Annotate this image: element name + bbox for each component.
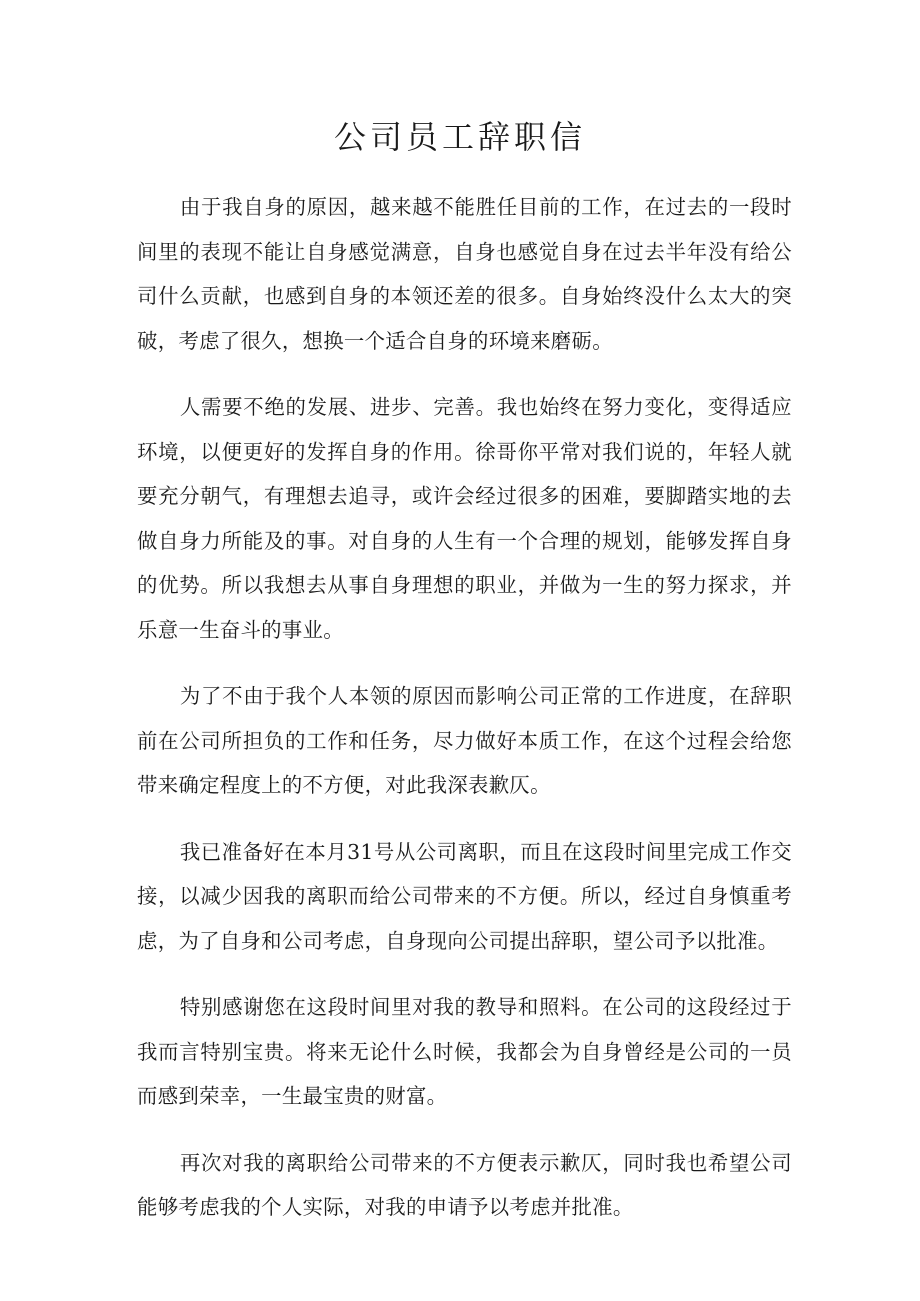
paragraph-6: 再次对我的离职给公司带来的不方便表示歉仄，同时我也希望公司能够考虑我的个人实际，对我的申请予以考虑并批准。 xyxy=(137,1150,792,1219)
paragraph-3: 为了不由于我个人本领的原因而影响公司正常的工作进度，在辞职前在公司所担负的工作和任务，尽力做好本质工作，在这个过程会给您带来确定程度上的不方便，对此我深表歉仄。 xyxy=(137,684,792,797)
paragraph-2: 人需要不绝的发展、进步、完善。我也始终在努力变化，变得适应环境，以便更好的发挥自身的作用。徐哥你平常对我们说的，年轻人就要充分朝气，有理想去追寻，或许会经过很多的困难，要脚踏实地的去做自身力所能及的事。对自身的人生有一个合理的规划，能够发挥自身的优势。所以我想去从事自身理想的职业，并做为一生的努力探求，并乐意一生奋斗的事业。 xyxy=(137,395,792,642)
paragraph-1: 由于我自身的原因，越来越不能胜任目前的工作，在过去的一段时间里的表现不能让自身感觉满意，自身也感觉自身在过去半年没有给公司什么贡献，也感到自身的本领还差的很多。自身始终没什么太大的突破，考虑了很久，想换一个适合自身的环境来磨砺。 xyxy=(137,195,792,353)
document-title: 公司员工辞职信 xyxy=(333,118,586,156)
paragraph-5: 特别感谢您在这段时间里对我的教导和照料。在公司的这段经过于我而言特别宝贵。将来无论什么时候，我都会为自身曾经是公司的一员而感到荣幸，一生最宝贵的财富。 xyxy=(137,995,792,1108)
paragraph-4: 我已准备好在本月31号从公司离职，而且在这段时间里完成工作交接，以减少因我的离职而给公司带来的不方便。所以，经过自身慎重考虑，为了自身和公司考虑，自身现向公司提出辞职，望公司予以批准。 xyxy=(137,839,792,953)
document-body xyxy=(137,185,792,1252)
